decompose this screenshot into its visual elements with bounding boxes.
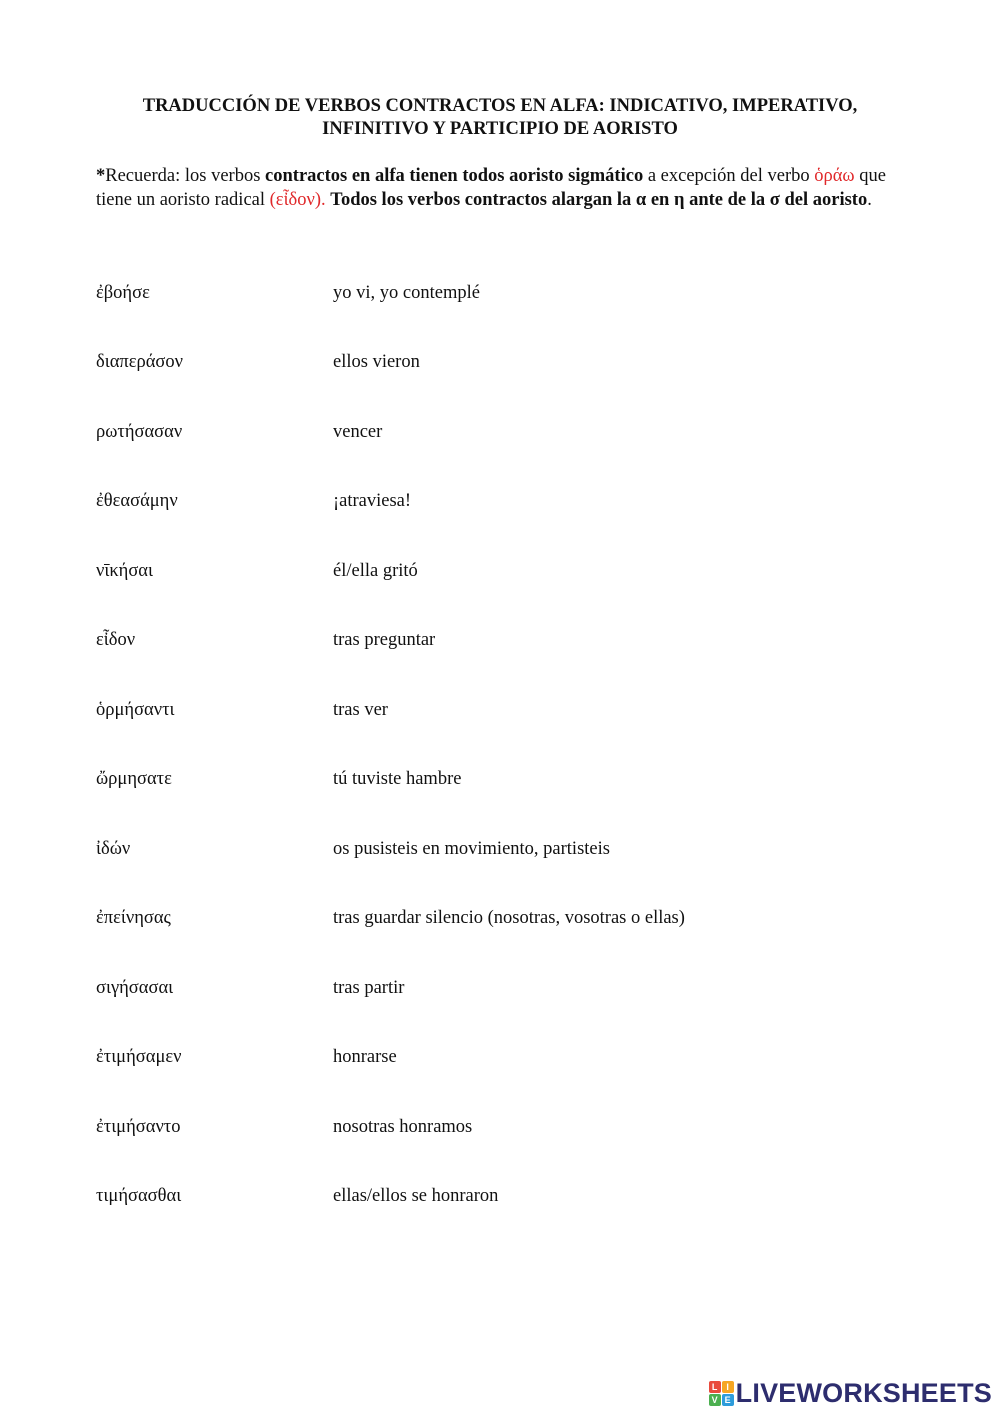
note-red-aorist: (εἶδον). — [269, 189, 326, 210]
logo-tile: V — [709, 1394, 721, 1406]
verb-row — [96, 280, 916, 306]
greek-verb: ἐπείνησας — [96, 908, 171, 928]
liveworksheets-logo-icon — [709, 1381, 733, 1405]
spanish-translation: tras guardar silencio (nosotras, vosotras o ellas) — [333, 908, 685, 928]
liveworksheets-brand[interactable] — [709, 1379, 992, 1407]
spanish-translation: ellos vieron — [333, 352, 420, 372]
verb-row — [96, 627, 916, 653]
logo-tile: I — [722, 1381, 734, 1393]
logo-tile: L — [709, 1381, 721, 1393]
spanish-translation: os pusisteis en movimiento, partisteis — [333, 839, 610, 859]
verb-row — [96, 488, 916, 514]
greek-verb: διαπεράσον — [96, 352, 184, 372]
note-asterisk: * — [96, 166, 106, 186]
title-line-1: TRADUCCIÓN DE VERBOS CONTRACTOS EN ALFA: INDICATIVO, IMPERATIVO, — [142, 96, 858, 116]
greek-verb: ἐτιμήσαμεν — [96, 1047, 182, 1067]
greek-verb: ὁρμήσαντι — [96, 700, 175, 720]
verb-row — [96, 905, 916, 931]
greek-verb: ἐθεασάμην — [96, 491, 178, 511]
greek-verb: τιμήσασθαι — [96, 1186, 182, 1206]
verb-row — [96, 697, 916, 723]
spanish-translation: tú tuviste hambre — [333, 769, 462, 789]
document-title — [100, 95, 900, 141]
title-line-2: INFINITIVO Y PARTICIPIO DE AORISTO — [322, 119, 678, 139]
spanish-translation: tras partir — [333, 978, 405, 998]
verb-row — [96, 419, 916, 445]
verb-row — [96, 1044, 916, 1070]
note-end: . — [867, 189, 872, 210]
spanish-translation: él/ella gritó — [333, 561, 418, 581]
note-bold-2: Todos los verbos contractos alargan la α en η ante de la σ del aoristo — [330, 189, 868, 210]
note-mid-2: que tiene un aoristo radical — [96, 166, 886, 210]
verb-row — [96, 349, 916, 375]
verb-row — [96, 1114, 916, 1140]
verb-row — [96, 1183, 916, 1209]
greek-verb: ἰδών — [96, 839, 131, 859]
note-red-verb: ὁράω — [814, 166, 855, 186]
logo-tile: E — [722, 1394, 734, 1406]
spanish-translation: tras preguntar — [333, 630, 436, 650]
greek-verb: ὤρμησατε — [96, 769, 172, 789]
verb-row — [96, 558, 916, 584]
greek-verb: νῑκήσαι — [96, 561, 153, 581]
spanish-translation: honrarse — [333, 1047, 397, 1067]
greek-verb: ἐτιμήσαντο — [96, 1117, 181, 1137]
spanish-translation: tras ver — [333, 700, 388, 720]
spanish-translation: vencer — [333, 422, 383, 442]
verb-row — [96, 975, 916, 1001]
liveworksheets-wordmark: LIVEWORKSHEETS — [735, 1377, 992, 1408]
greek-verb: ἐβοήσε — [96, 283, 150, 303]
note-mid-1: a excepción del verbo — [643, 166, 815, 186]
greek-verb: σιγήσασαι — [96, 978, 174, 998]
greek-verb: ρωτήσασαν — [96, 422, 183, 442]
greek-verb: εἶδον — [96, 630, 136, 650]
spanish-translation: ellas/ellos se honraron — [333, 1186, 499, 1206]
spanish-translation: nosotras honramos — [333, 1117, 473, 1137]
verb-row — [96, 766, 916, 792]
note-intro: Recuerda: los verbos — [105, 166, 266, 186]
verb-row — [96, 836, 916, 862]
spanish-translation: yo vi, yo contemplé — [333, 283, 480, 303]
note-bold-1: contractos en alfa tienen todos aoristo sigmático — [265, 166, 644, 186]
spanish-translation: ¡atraviesa! — [333, 491, 412, 511]
reminder-note — [96, 165, 896, 212]
